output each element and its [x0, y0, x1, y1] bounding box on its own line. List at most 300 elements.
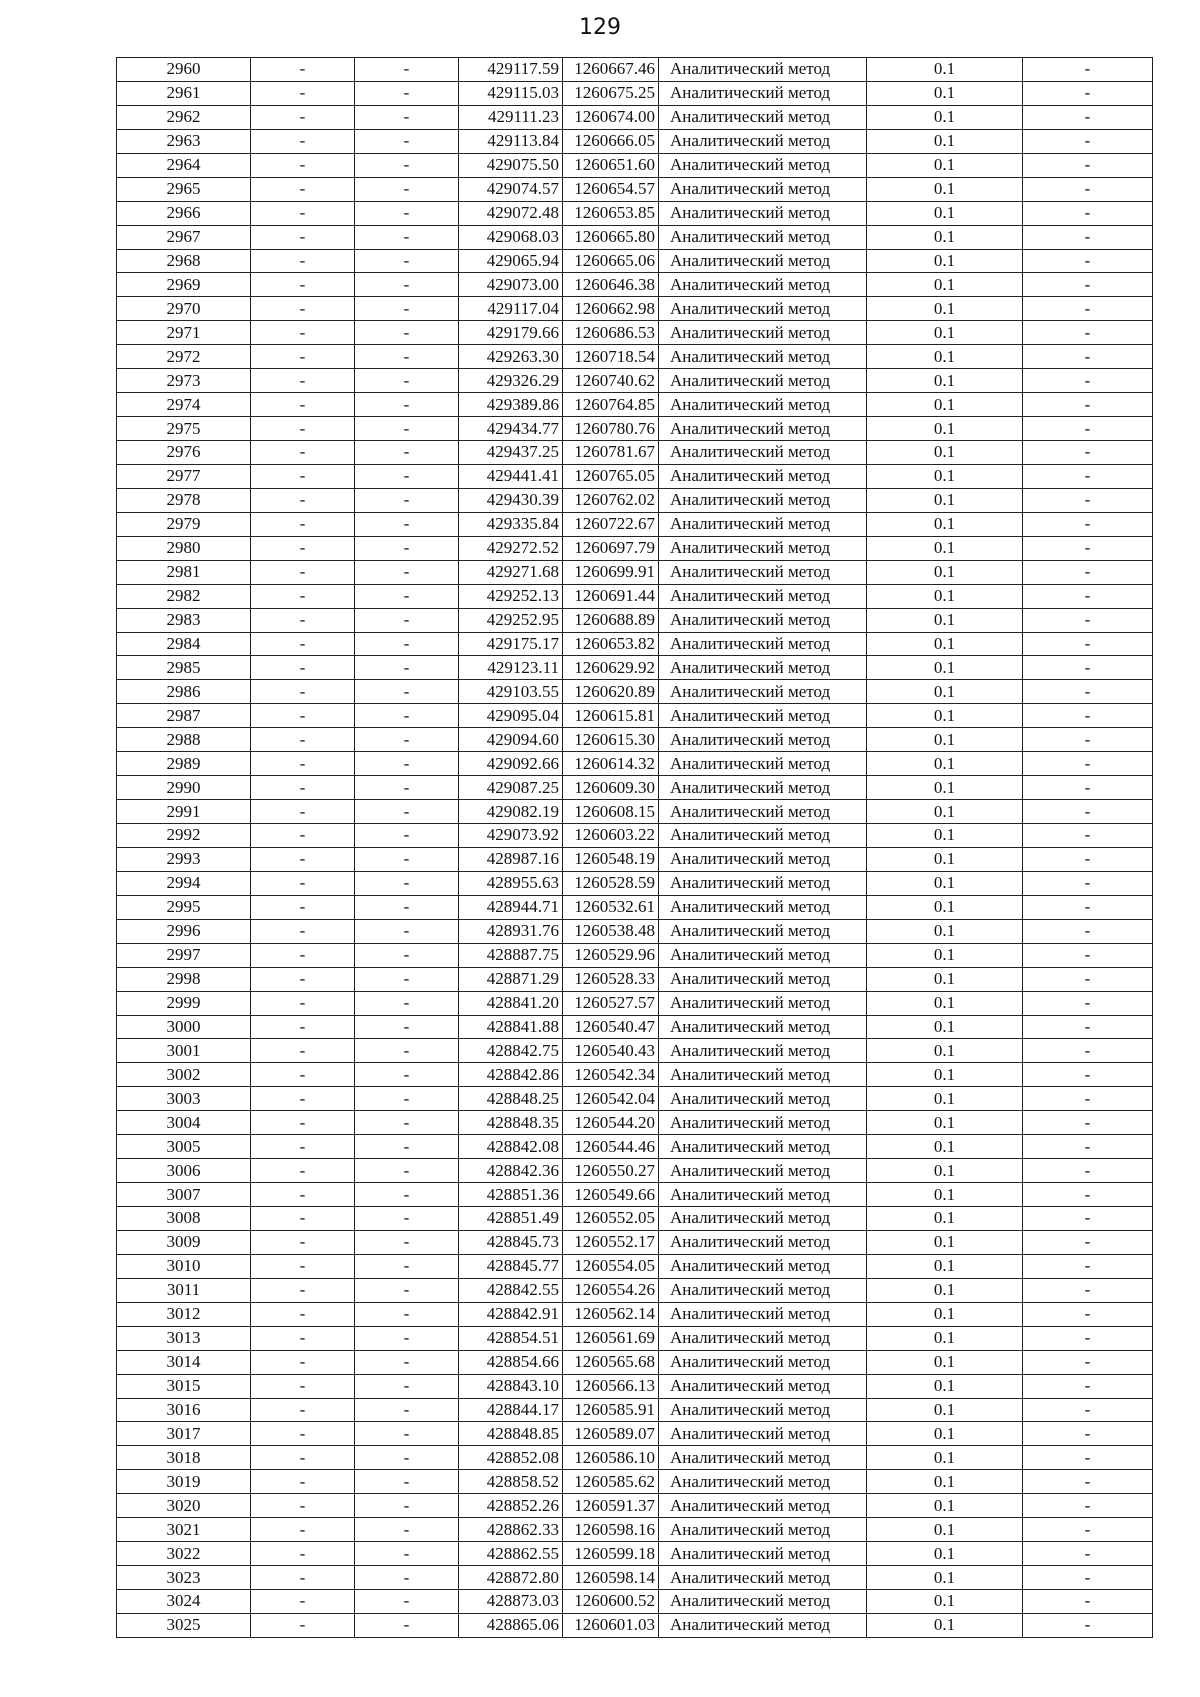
- dash-cell: -: [1023, 1542, 1153, 1566]
- x-coordinate-cell: 428851.36: [459, 1183, 563, 1207]
- y-coordinate-cell: 1260675.25: [563, 81, 659, 105]
- dash-cell: -: [251, 153, 355, 177]
- dash-cell: -: [1023, 824, 1153, 848]
- table-row: [117, 728, 1153, 752]
- precision-cell: 0.1: [867, 1087, 1023, 1111]
- dash-cell: -: [355, 824, 459, 848]
- table-row: [117, 58, 1153, 82]
- dash-cell: -: [355, 441, 459, 465]
- precision-cell: 0.1: [867, 201, 1023, 225]
- method-cell: Аналитический метод: [659, 680, 867, 704]
- x-coordinate-cell: 428854.66: [459, 1350, 563, 1374]
- precision-cell: 0.1: [867, 1183, 1023, 1207]
- method-cell: Аналитический метод: [659, 1015, 867, 1039]
- y-coordinate-cell: 1260615.30: [563, 728, 659, 752]
- dash-cell: -: [251, 81, 355, 105]
- table-row: [117, 1374, 1153, 1398]
- dash-cell: -: [1023, 1230, 1153, 1254]
- precision-cell: 0.1: [867, 991, 1023, 1015]
- y-coordinate-cell: 1260762.02: [563, 488, 659, 512]
- point-number-cell: 2974: [117, 393, 251, 417]
- y-coordinate-cell: 1260691.44: [563, 584, 659, 608]
- method-cell: Аналитический метод: [659, 129, 867, 153]
- precision-cell: 0.1: [867, 632, 1023, 656]
- dash-cell: -: [355, 177, 459, 201]
- x-coordinate-cell: 428848.35: [459, 1111, 563, 1135]
- dash-cell: -: [251, 1518, 355, 1542]
- x-coordinate-cell: 428842.55: [459, 1278, 563, 1302]
- method-cell: Аналитический метод: [659, 1278, 867, 1302]
- x-coordinate-cell: 429326.29: [459, 369, 563, 393]
- dash-cell: -: [251, 1063, 355, 1087]
- dash-cell: -: [251, 656, 355, 680]
- method-cell: Аналитический метод: [659, 177, 867, 201]
- method-cell: Аналитический метод: [659, 1135, 867, 1159]
- dash-cell: -: [355, 632, 459, 656]
- dash-cell: -: [251, 225, 355, 249]
- precision-cell: 0.1: [867, 1542, 1023, 1566]
- dash-cell: -: [251, 249, 355, 273]
- precision-cell: 0.1: [867, 1254, 1023, 1278]
- x-coordinate-cell: 428865.06: [459, 1613, 563, 1637]
- dash-cell: -: [1023, 1063, 1153, 1087]
- y-coordinate-cell: 1260554.26: [563, 1278, 659, 1302]
- dash-cell: -: [355, 1254, 459, 1278]
- precision-cell: 0.1: [867, 273, 1023, 297]
- dash-cell: -: [1023, 1494, 1153, 1518]
- y-coordinate-cell: 1260585.62: [563, 1470, 659, 1494]
- point-number-cell: 3011: [117, 1278, 251, 1302]
- method-cell: Аналитический метод: [659, 1398, 867, 1422]
- dash-cell: -: [1023, 1111, 1153, 1135]
- dash-cell: -: [251, 488, 355, 512]
- y-coordinate-cell: 1260654.57: [563, 177, 659, 201]
- x-coordinate-cell: 428842.36: [459, 1159, 563, 1183]
- dash-cell: -: [251, 1302, 355, 1326]
- method-cell: Аналитический метод: [659, 345, 867, 369]
- dash-cell: -: [1023, 1422, 1153, 1446]
- method-cell: Аналитический метод: [659, 1446, 867, 1470]
- precision-cell: 0.1: [867, 225, 1023, 249]
- dash-cell: -: [1023, 1613, 1153, 1637]
- table-row: [117, 273, 1153, 297]
- y-coordinate-cell: 1260542.34: [563, 1063, 659, 1087]
- y-coordinate-cell: 1260566.13: [563, 1374, 659, 1398]
- point-number-cell: 3017: [117, 1422, 251, 1446]
- dash-cell: -: [1023, 1566, 1153, 1590]
- x-coordinate-cell: 429430.39: [459, 488, 563, 512]
- x-coordinate-cell: 429123.11: [459, 656, 563, 680]
- point-number-cell: 3020: [117, 1494, 251, 1518]
- method-cell: Аналитический метод: [659, 1566, 867, 1590]
- y-coordinate-cell: 1260609.30: [563, 776, 659, 800]
- method-cell: Аналитический метод: [659, 369, 867, 393]
- table-row: [117, 345, 1153, 369]
- x-coordinate-cell: 428843.10: [459, 1374, 563, 1398]
- method-cell: Аналитический метод: [659, 871, 867, 895]
- dash-cell: -: [355, 58, 459, 82]
- point-number-cell: 2999: [117, 991, 251, 1015]
- y-coordinate-cell: 1260528.59: [563, 871, 659, 895]
- dash-cell: -: [251, 728, 355, 752]
- dash-cell: -: [251, 464, 355, 488]
- table-row: [117, 177, 1153, 201]
- dash-cell: -: [355, 871, 459, 895]
- y-coordinate-cell: 1260662.98: [563, 297, 659, 321]
- point-number-cell: 2965: [117, 177, 251, 201]
- table-row: [117, 632, 1153, 656]
- x-coordinate-cell: 429068.03: [459, 225, 563, 249]
- dash-cell: -: [251, 105, 355, 129]
- dash-cell: -: [1023, 584, 1153, 608]
- dash-cell: -: [355, 105, 459, 129]
- dash-cell: -: [1023, 680, 1153, 704]
- y-coordinate-cell: 1260608.15: [563, 800, 659, 824]
- x-coordinate-cell: 429252.13: [459, 584, 563, 608]
- dash-cell: -: [355, 1470, 459, 1494]
- table-row: [117, 752, 1153, 776]
- dash-cell: -: [1023, 249, 1153, 273]
- point-number-cell: 2998: [117, 967, 251, 991]
- point-number-cell: 2981: [117, 560, 251, 584]
- y-coordinate-cell: 1260674.00: [563, 105, 659, 129]
- dash-cell: -: [1023, 1183, 1153, 1207]
- point-number-cell: 3000: [117, 1015, 251, 1039]
- dash-cell: -: [355, 847, 459, 871]
- method-cell: Аналитический метод: [659, 201, 867, 225]
- y-coordinate-cell: 1260718.54: [563, 345, 659, 369]
- y-coordinate-cell: 1260527.57: [563, 991, 659, 1015]
- point-number-cell: 3012: [117, 1302, 251, 1326]
- y-coordinate-cell: 1260540.43: [563, 1039, 659, 1063]
- y-coordinate-cell: 1260585.91: [563, 1398, 659, 1422]
- dash-cell: -: [251, 560, 355, 584]
- dash-cell: -: [1023, 417, 1153, 441]
- y-coordinate-cell: 1260615.81: [563, 704, 659, 728]
- coordinates-table: [116, 57, 1153, 1638]
- dash-cell: -: [355, 1326, 459, 1350]
- point-number-cell: 2968: [117, 249, 251, 273]
- dash-cell: -: [355, 584, 459, 608]
- point-number-cell: 2989: [117, 752, 251, 776]
- method-cell: Аналитический метод: [659, 560, 867, 584]
- x-coordinate-cell: 429103.55: [459, 680, 563, 704]
- y-coordinate-cell: 1260542.04: [563, 1087, 659, 1111]
- y-coordinate-cell: 1260653.82: [563, 632, 659, 656]
- method-cell: Аналитический метод: [659, 704, 867, 728]
- dash-cell: -: [251, 369, 355, 393]
- dash-cell: -: [1023, 895, 1153, 919]
- table-row: [117, 1063, 1153, 1087]
- point-number-cell: 2986: [117, 680, 251, 704]
- point-number-cell: 2982: [117, 584, 251, 608]
- point-number-cell: 3018: [117, 1446, 251, 1470]
- precision-cell: 0.1: [867, 297, 1023, 321]
- point-number-cell: 2964: [117, 153, 251, 177]
- precision-cell: 0.1: [867, 1015, 1023, 1039]
- table-row: [117, 919, 1153, 943]
- y-coordinate-cell: 1260646.38: [563, 273, 659, 297]
- table-row: [117, 393, 1153, 417]
- y-coordinate-cell: 1260653.85: [563, 201, 659, 225]
- dash-cell: -: [1023, 1398, 1153, 1422]
- dash-cell: -: [251, 1183, 355, 1207]
- table-row: [117, 1590, 1153, 1614]
- dash-cell: -: [1023, 488, 1153, 512]
- table-row: [117, 1183, 1153, 1207]
- table-row: [117, 776, 1153, 800]
- method-cell: Аналитический метод: [659, 58, 867, 82]
- table-row: [117, 1254, 1153, 1278]
- dash-cell: -: [1023, 464, 1153, 488]
- dash-cell: -: [251, 417, 355, 441]
- table-row: [117, 584, 1153, 608]
- dash-cell: -: [251, 943, 355, 967]
- y-coordinate-cell: 1260603.22: [563, 824, 659, 848]
- dash-cell: -: [1023, 81, 1153, 105]
- x-coordinate-cell: 429272.52: [459, 536, 563, 560]
- x-coordinate-cell: 429271.68: [459, 560, 563, 584]
- dash-cell: -: [1023, 1159, 1153, 1183]
- dash-cell: -: [1023, 393, 1153, 417]
- point-number-cell: 2984: [117, 632, 251, 656]
- precision-cell: 0.1: [867, 1039, 1023, 1063]
- point-number-cell: 3005: [117, 1135, 251, 1159]
- precision-cell: 0.1: [867, 345, 1023, 369]
- dash-cell: -: [355, 1494, 459, 1518]
- method-cell: Аналитический метод: [659, 1470, 867, 1494]
- precision-cell: 0.1: [867, 512, 1023, 536]
- table-row: [117, 1446, 1153, 1470]
- dash-cell: -: [355, 1183, 459, 1207]
- table-row: [117, 512, 1153, 536]
- dash-cell: -: [355, 417, 459, 441]
- dash-cell: -: [1023, 1326, 1153, 1350]
- point-number-cell: 2995: [117, 895, 251, 919]
- dash-cell: -: [251, 752, 355, 776]
- point-number-cell: 3006: [117, 1159, 251, 1183]
- y-coordinate-cell: 1260562.14: [563, 1302, 659, 1326]
- precision-cell: 0.1: [867, 1470, 1023, 1494]
- y-coordinate-cell: 1260540.47: [563, 1015, 659, 1039]
- x-coordinate-cell: 428848.85: [459, 1422, 563, 1446]
- dash-cell: -: [355, 1422, 459, 1446]
- table-row: [117, 1494, 1153, 1518]
- table-row: [117, 1039, 1153, 1063]
- dash-cell: -: [355, 919, 459, 943]
- table-row: [117, 1302, 1153, 1326]
- dash-cell: -: [251, 345, 355, 369]
- precision-cell: 0.1: [867, 919, 1023, 943]
- method-cell: Аналитический метод: [659, 464, 867, 488]
- dash-cell: -: [1023, 345, 1153, 369]
- method-cell: Аналитический метод: [659, 297, 867, 321]
- y-coordinate-cell: 1260688.89: [563, 608, 659, 632]
- dash-cell: -: [251, 1566, 355, 1590]
- x-coordinate-cell: 429437.25: [459, 441, 563, 465]
- dash-cell: -: [355, 1039, 459, 1063]
- method-cell: Аналитический метод: [659, 105, 867, 129]
- precision-cell: 0.1: [867, 1590, 1023, 1614]
- x-coordinate-cell: 429073.00: [459, 273, 563, 297]
- dash-cell: -: [251, 1494, 355, 1518]
- dash-cell: -: [355, 345, 459, 369]
- dash-cell: -: [251, 1087, 355, 1111]
- table-row: [117, 81, 1153, 105]
- point-number-cell: 3010: [117, 1254, 251, 1278]
- method-cell: Аналитический метод: [659, 656, 867, 680]
- y-coordinate-cell: 1260665.06: [563, 249, 659, 273]
- table-row: [117, 704, 1153, 728]
- table-row: [117, 943, 1153, 967]
- x-coordinate-cell: 428845.77: [459, 1254, 563, 1278]
- table-row: [117, 1326, 1153, 1350]
- y-coordinate-cell: 1260765.05: [563, 464, 659, 488]
- dash-cell: -: [1023, 273, 1153, 297]
- method-cell: Аналитический метод: [659, 991, 867, 1015]
- dash-cell: -: [1023, 943, 1153, 967]
- x-coordinate-cell: 429072.48: [459, 201, 563, 225]
- precision-cell: 0.1: [867, 1566, 1023, 1590]
- table-row: [117, 536, 1153, 560]
- method-cell: Аналитический метод: [659, 81, 867, 105]
- dash-cell: -: [355, 321, 459, 345]
- method-cell: Аналитический метод: [659, 1374, 867, 1398]
- y-coordinate-cell: 1260589.07: [563, 1422, 659, 1446]
- dash-cell: -: [251, 129, 355, 153]
- precision-cell: 0.1: [867, 1422, 1023, 1446]
- dash-cell: -: [251, 1350, 355, 1374]
- table-row: [117, 608, 1153, 632]
- dash-cell: -: [1023, 1254, 1153, 1278]
- precision-cell: 0.1: [867, 680, 1023, 704]
- dash-cell: -: [355, 728, 459, 752]
- method-cell: Аналитический метод: [659, 919, 867, 943]
- method-cell: Аналитический метод: [659, 632, 867, 656]
- point-number-cell: 2976: [117, 441, 251, 465]
- precision-cell: 0.1: [867, 129, 1023, 153]
- dash-cell: -: [251, 1590, 355, 1614]
- x-coordinate-cell: 428852.08: [459, 1446, 563, 1470]
- dash-cell: -: [1023, 1015, 1153, 1039]
- y-coordinate-cell: 1260528.33: [563, 967, 659, 991]
- precision-cell: 0.1: [867, 704, 1023, 728]
- dash-cell: -: [251, 321, 355, 345]
- method-cell: Аналитический метод: [659, 1063, 867, 1087]
- dash-cell: -: [355, 1590, 459, 1614]
- precision-cell: 0.1: [867, 1374, 1023, 1398]
- dash-cell: -: [1023, 1446, 1153, 1470]
- y-coordinate-cell: 1260532.61: [563, 895, 659, 919]
- method-cell: Аналитический метод: [659, 1254, 867, 1278]
- method-cell: Аналитический метод: [659, 584, 867, 608]
- precision-cell: 0.1: [867, 1350, 1023, 1374]
- point-number-cell: 3016: [117, 1398, 251, 1422]
- dash-cell: -: [251, 1159, 355, 1183]
- x-coordinate-cell: 429087.25: [459, 776, 563, 800]
- y-coordinate-cell: 1260620.89: [563, 680, 659, 704]
- dash-cell: -: [1023, 512, 1153, 536]
- dash-cell: -: [355, 273, 459, 297]
- dash-cell: -: [355, 369, 459, 393]
- point-number-cell: 2977: [117, 464, 251, 488]
- method-cell: Аналитический метод: [659, 273, 867, 297]
- method-cell: Аналитический метод: [659, 608, 867, 632]
- table-row: [117, 967, 1153, 991]
- point-number-cell: 2978: [117, 488, 251, 512]
- point-number-cell: 2961: [117, 81, 251, 105]
- method-cell: Аналитический метод: [659, 728, 867, 752]
- point-number-cell: 2985: [117, 656, 251, 680]
- dash-cell: -: [355, 1159, 459, 1183]
- point-number-cell: 2980: [117, 536, 251, 560]
- precision-cell: 0.1: [867, 321, 1023, 345]
- precision-cell: 0.1: [867, 1135, 1023, 1159]
- y-coordinate-cell: 1260544.20: [563, 1111, 659, 1135]
- precision-cell: 0.1: [867, 1326, 1023, 1350]
- dash-cell: -: [251, 1398, 355, 1422]
- dash-cell: -: [251, 201, 355, 225]
- dash-cell: -: [1023, 1302, 1153, 1326]
- y-coordinate-cell: 1260629.92: [563, 656, 659, 680]
- x-coordinate-cell: 428841.20: [459, 991, 563, 1015]
- precision-cell: 0.1: [867, 943, 1023, 967]
- table-row: [117, 417, 1153, 441]
- y-coordinate-cell: 1260599.18: [563, 1542, 659, 1566]
- dash-cell: -: [1023, 847, 1153, 871]
- dash-cell: -: [355, 1302, 459, 1326]
- method-cell: Аналитический метод: [659, 967, 867, 991]
- y-coordinate-cell: 1260591.37: [563, 1494, 659, 1518]
- dash-cell: -: [355, 1350, 459, 1374]
- y-coordinate-cell: 1260686.53: [563, 321, 659, 345]
- y-coordinate-cell: 1260667.46: [563, 58, 659, 82]
- dash-cell: -: [251, 1446, 355, 1470]
- precision-cell: 0.1: [867, 1063, 1023, 1087]
- point-number-cell: 2979: [117, 512, 251, 536]
- dash-cell: -: [251, 608, 355, 632]
- dash-cell: -: [1023, 58, 1153, 82]
- dash-cell: -: [251, 1613, 355, 1637]
- x-coordinate-cell: 428842.86: [459, 1063, 563, 1087]
- dash-cell: -: [1023, 1135, 1153, 1159]
- y-coordinate-cell: 1260561.69: [563, 1326, 659, 1350]
- precision-cell: 0.1: [867, 58, 1023, 82]
- page-number: 129: [579, 15, 621, 40]
- precision-cell: 0.1: [867, 1613, 1023, 1637]
- dash-cell: -: [251, 1039, 355, 1063]
- y-coordinate-cell: 1260601.03: [563, 1613, 659, 1637]
- y-coordinate-cell: 1260586.10: [563, 1446, 659, 1470]
- x-coordinate-cell: 429082.19: [459, 800, 563, 824]
- dash-cell: -: [355, 1135, 459, 1159]
- x-coordinate-cell: 428854.51: [459, 1326, 563, 1350]
- point-number-cell: 3007: [117, 1183, 251, 1207]
- dash-cell: -: [1023, 1087, 1153, 1111]
- precision-cell: 0.1: [867, 464, 1023, 488]
- table-row: [117, 1350, 1153, 1374]
- dash-cell: -: [1023, 105, 1153, 129]
- table-body: [117, 58, 1153, 1638]
- dash-cell: -: [251, 1230, 355, 1254]
- dash-cell: -: [355, 680, 459, 704]
- y-coordinate-cell: 1260529.96: [563, 943, 659, 967]
- dash-cell: -: [355, 488, 459, 512]
- y-coordinate-cell: 1260722.67: [563, 512, 659, 536]
- dash-cell: -: [355, 464, 459, 488]
- y-coordinate-cell: 1260740.62: [563, 369, 659, 393]
- method-cell: Аналитический метод: [659, 1542, 867, 1566]
